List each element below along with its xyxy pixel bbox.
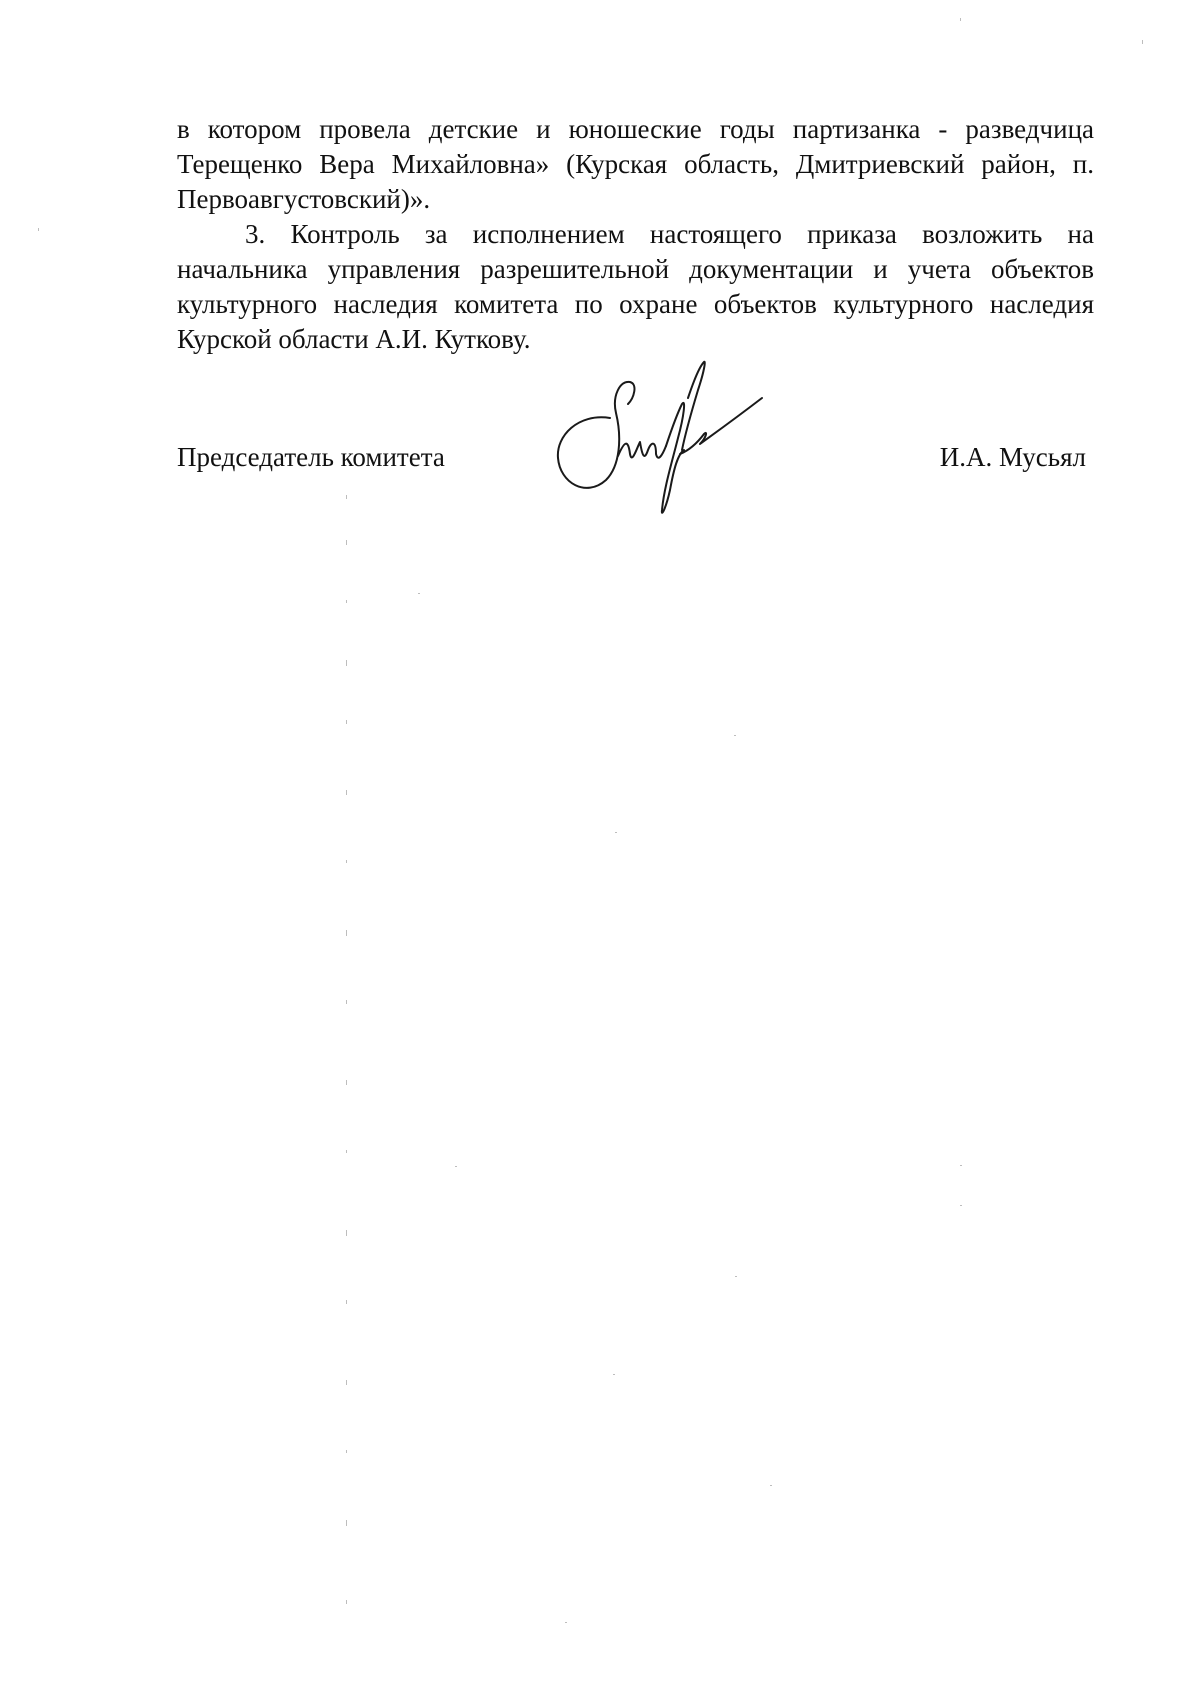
text-line: п. Первоавгустовский)». [177,149,1094,214]
text-line: 3. Контроль за исполнением настоящего приказа возложить на [245,219,1094,249]
text-line: Курской области А.И. Куткову. [177,324,531,354]
paragraph-continuation [177,112,1094,217]
text-line: Терещенко Вера Михайловна» (Курская область, Дмитриевский район, [177,149,1073,179]
text-line: в котором провела детские и юношеские годы партизанка - разведчица [177,114,1094,144]
document-body [177,112,1094,357]
handwritten-signature [548,358,768,523]
paragraph-item-3 [177,217,1094,357]
text-line: начальника управления разрешительной документации и учета объектов [177,254,1094,284]
signatory-name: И.А. Мусьял [939,442,1086,472]
text-line: культурного наследия комитета по охране объектов культурного наследия [177,289,1094,319]
signatory-position: Председатель комитета [177,442,445,472]
